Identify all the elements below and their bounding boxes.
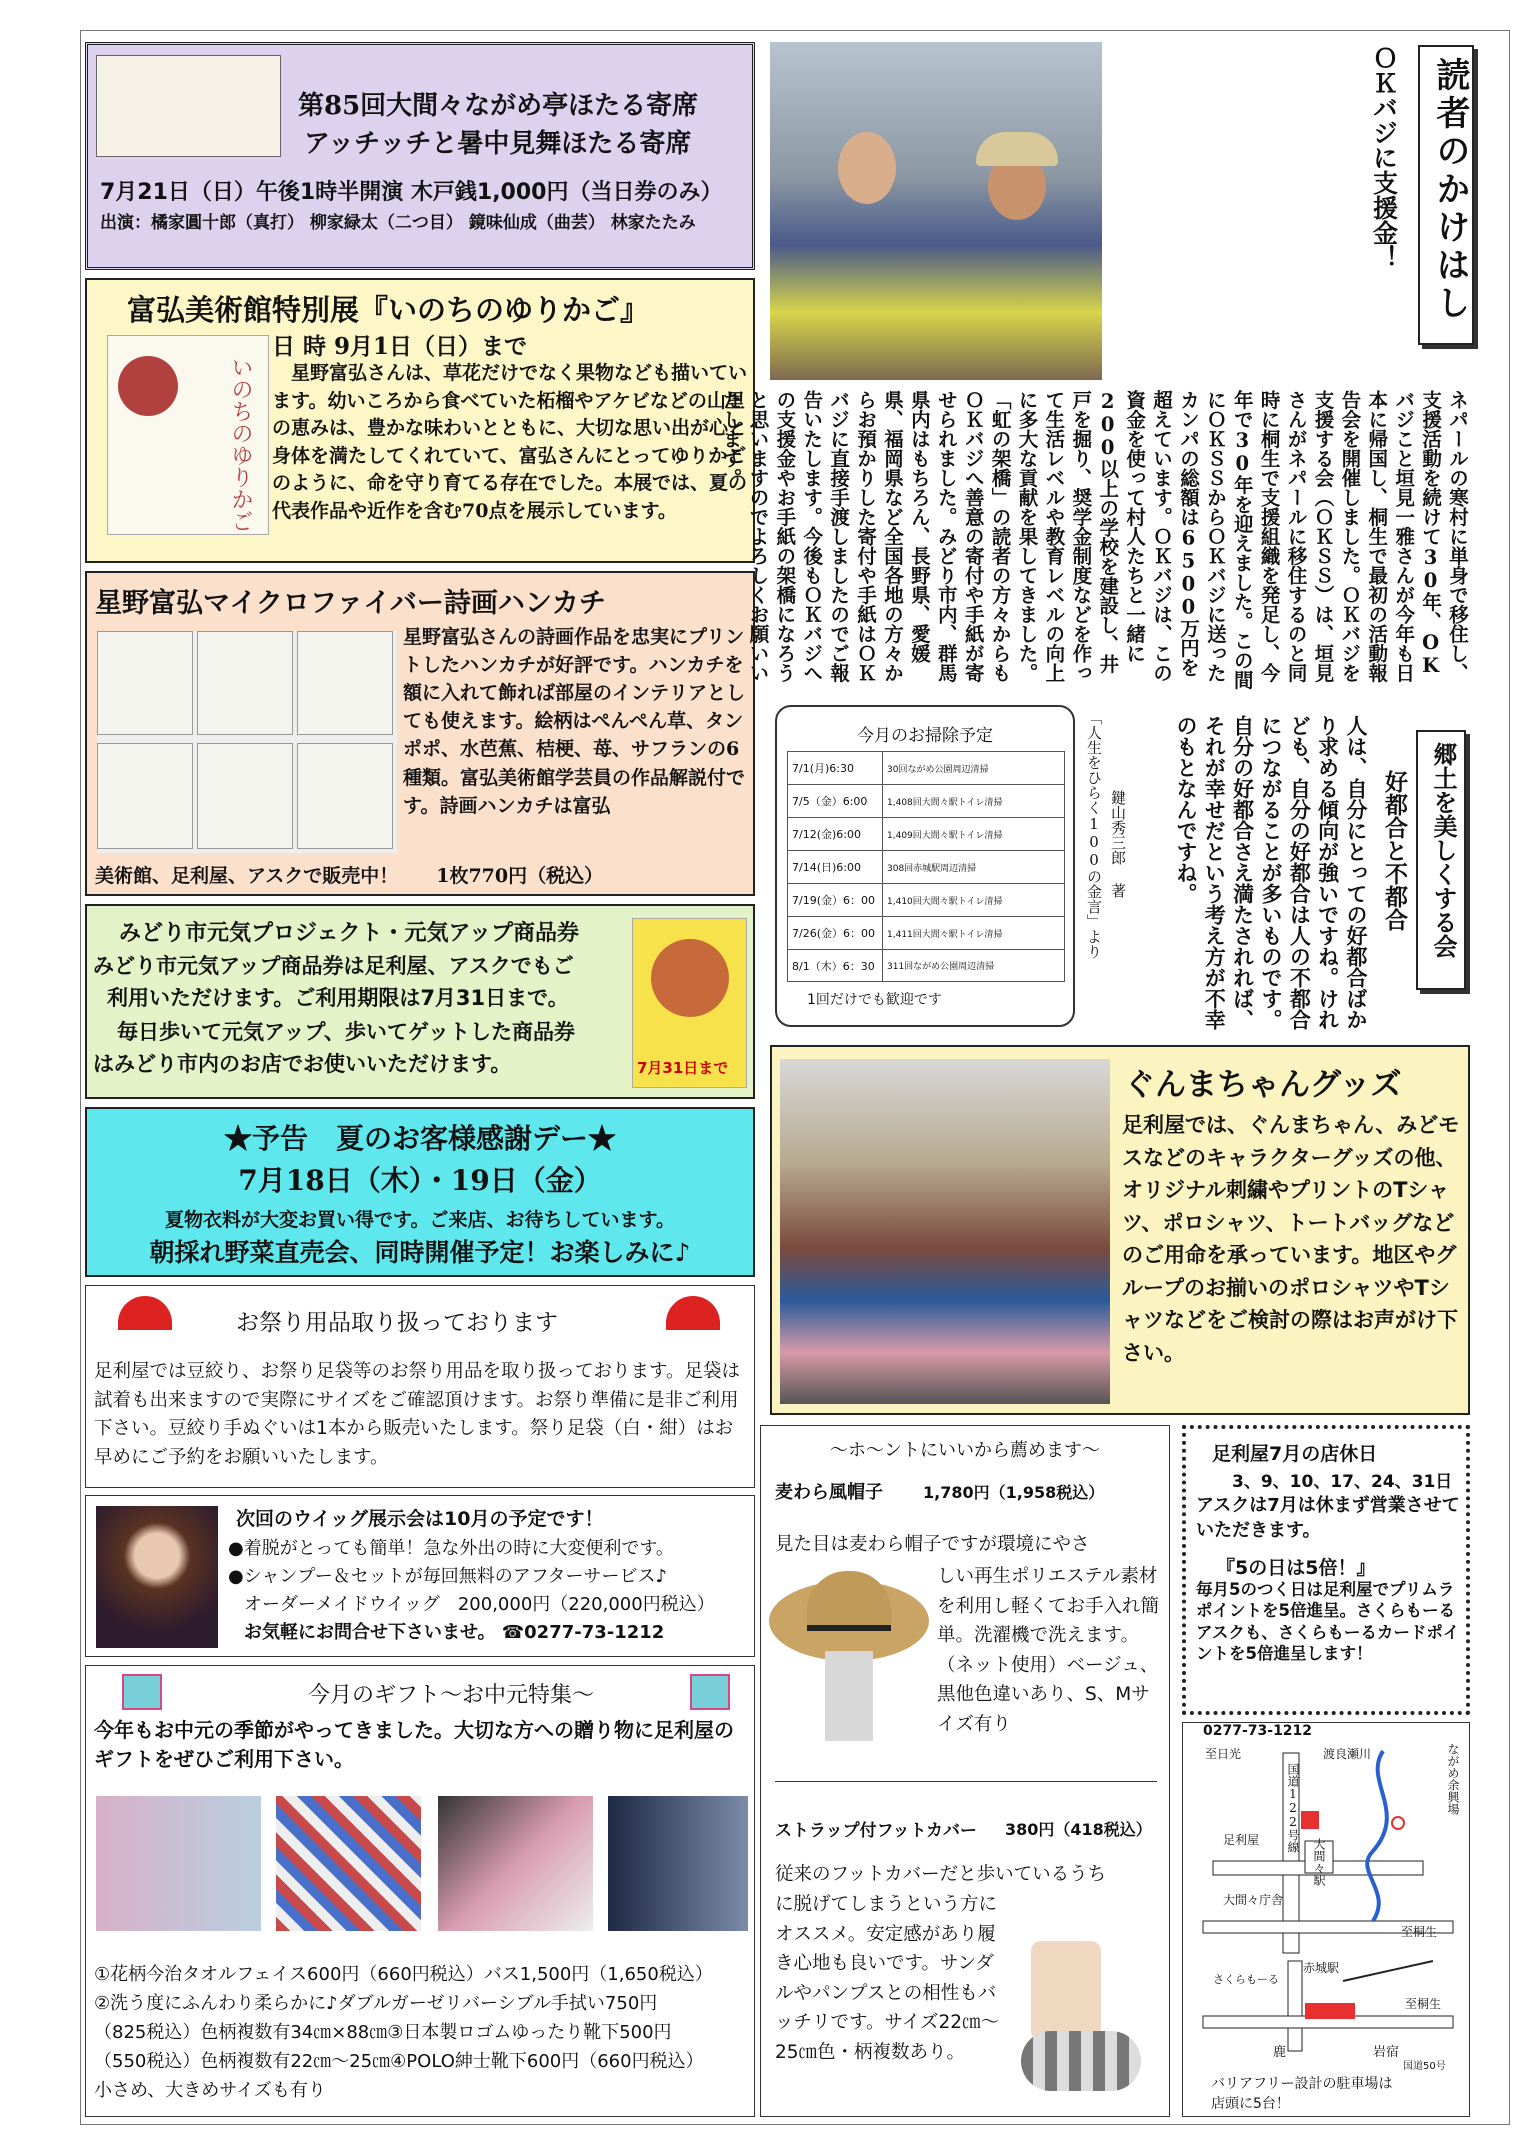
museum-body: 星野富弘さんは、草花だけでなく果物なども描いています。幼いころから食べていた柘榴やアケビなどの山里の恵みは、豊かな味わいとともに、大切な思い出が心と身体を満たしてくれていて、富弘さんにとってゆりかごのように、命を守り育てる存在でした。本展では、夏の代表作品や近作を含む70点を展示しています。 [272,362,748,522]
wig-photo [96,1506,218,1648]
recommend-title: ～ホ～ントにいいから薦めます～ [830,1440,1100,1461]
gift-photo-polo [608,1796,748,1931]
road-diagonal [1343,1961,1433,1981]
souji-note: 1回だけでも歓迎です [807,992,942,1008]
wig-l1: ●着脱がとっても簡単！急な外出の時に大変便利です。 [228,1538,674,1559]
museum-title: 富弘美術館特別展『いのちのゆりかご』 [127,293,650,327]
gift-icon-right [690,1674,730,1710]
souji-row: 7/26(金）6：00 1,411回大間々駅トイレ清掃 [787,916,1065,949]
genki-badge-text: 7月31日まで [637,1059,729,1077]
map-label-shiniko: 至日光 [1205,1747,1242,1761]
sakura-marker [1305,2003,1355,2019]
watarase-river [1367,1751,1387,1921]
genki-l2: 利用いただけます。ご利用期限は7月31日まで。 [107,986,569,1010]
nagame-marker [1392,1817,1404,1829]
map-note2: 店頭に5台！ [1211,2096,1290,2112]
map-label-station: 大間々駅 [1312,1838,1326,1886]
cover-name: ストラップ付フットカバー [775,1821,977,1841]
hotaru-date: 7月21日（日）午後1時半開演 木戸銭1,000円（当日券のみ） [100,180,723,205]
map-label-r122: 国道122号線 [1286,1763,1300,1853]
wig-l3: オーダーメイドウイッグ 200,000円（220,000円税込） [244,1594,715,1615]
gift-photo-tenugui [276,1796,421,1931]
map-note1: バリアフリー設計の駐車場は [1211,2076,1393,2092]
genki-box [85,904,755,1099]
holiday-title: 足利屋7月の店休日 [1212,1443,1378,1465]
museum-poster [107,335,269,535]
wig-l2: ●シャンプー＆セットが毎回無料のアフターサービス♪ [228,1566,668,1587]
hotaru-title1: 第85回大間々ながめ亭ほたる寄席 [298,91,699,121]
recommend-box [760,1425,1170,2117]
kyodo-body: 人は、自分にとっての好都合ばかり求める傾向が強いですね。けれども、自分の好都合は人の不都合につながることが多いものです。自分の好都合さえ満たされれば、それが幸せだという考え方が不幸のもとなんですね。 [1173,715,1369,1030]
fan-icon-right [666,1296,720,1330]
road-lower-v [1288,1961,1302,2051]
kyodo-title: 郷土を美しくする会 [1429,742,1458,958]
wig-box [85,1495,755,1657]
gift-l5: 小さめ、大きめサイズも有り [94,2080,326,2101]
map-label-ashikaga: 足利屋 [1223,1833,1260,1847]
gunma-title: ぐんまちゃんグッズ [1124,1067,1402,1103]
kyodo-author: 鍵山秀三郎 著 [1109,790,1127,898]
hotaru-title2: アッチッチと暑中見舞ほたる寄席 [304,129,692,159]
gunma-photo [780,1059,1110,1404]
hankachi-title: 星野富弘マイクロファイバー詩画ハンカチ [95,588,606,619]
yokoku-l1: 夏物衣料が大変お買い得です。ご来店、お待ちしています。 [165,1209,675,1231]
kyodo-heading: 好都合と不都合 [1381,770,1408,931]
gift-l3: （825税込）色柄複数有34㎝×88㎝③日本製ロゴムゆったり靴下500円 [94,2022,672,2043]
hat-price: 1,780円（1,958税込） [923,1483,1105,1502]
hankachi-tail: 美術館、足利屋、アスクで販売中！ 1枚770円（税込） [95,865,604,887]
map-box [1182,1722,1470,2117]
five-title: 『5の日は5倍！』 [1216,1557,1376,1579]
gunma-box [770,1045,1470,1415]
museum-box [85,278,755,563]
map-phone: 0277-73-1212 [1203,1723,1313,1739]
map-label-akagi: 赤城駅 [1303,1961,1340,1975]
wig-title: 次回のウイッグ展示会は10月の予定です！ [236,1508,604,1530]
hankachi-photos [97,631,397,853]
footcover-photo [1011,1941,1151,2106]
cover-body: に脱げてしまうという方にオススメ。安定感があり履き心地も良いです。サンダルやパンプスとの相性もバッチリです。サイズ22㎝～25㎝色・柄複数あり。 [775,1894,1000,2063]
holiday-dates: 3、9、10、17、24、31日 [1232,1472,1453,1492]
genki-l1: みどり市元気アップ商品券は足利屋、アスクでもご [93,954,574,978]
theater-illustration [96,55,281,157]
cover-price: 380円（418税込） [1005,1820,1152,1839]
matsuri-body: 足利屋では豆絞り、お祭り足袋等のお祭り用品を取り扱っております。足袋は試着も出来ますので実際にサイズをご確認頂けます。お祭り準備に是非ご利用下さい。豆絞り手ぬぐいは1本から販売いたします。祭り足袋（白・紺）はお早めにご予約をお願いいたします。 [94,1361,741,1469]
souji-row: 7/1(月)6:30 30回ながめ公園周辺清掃 [787,751,1065,784]
cover-line1: 従来のフットカバーだと歩いているうち [775,1864,1107,1885]
kyodo-quote: 「人生をひらく100の金言」より [1085,710,1103,959]
map-label-shika: 鹿 [1273,2045,1287,2060]
souji-row: 8/1（木）6：30 311回ながめ公園周辺清掃 [787,949,1065,982]
gift-l2: ②洗う度にふんわり柔らかに♪ダブルガーゼリバーシブル手拭い750円 [94,1993,658,2014]
souji-table [787,751,1065,982]
gift-l4: （550税込）色柄複数有22㎝～25㎝④POLO紳士靴下600円（660円税込） [94,2051,704,2072]
map-label-kiryu1: 至桐生 [1401,1925,1438,1939]
gift-photo-towel [96,1796,261,1931]
map-label-r50: 国道50号 [1403,2061,1446,2072]
gift-l1: ①花柄今治タオルフェイス600円（660円税込）バス1,500円（1,650税込） [94,1964,713,1985]
reader-title-box [1418,45,1474,345]
yokoku-box [85,1107,755,1277]
souji-row: 7/12(金)6:00 1,409回大間々駅トイレ清掃 [787,817,1065,850]
wig-l4: お気軽にお問合せ下さいませ。 ☎0277-73-1212 [244,1622,665,1643]
gift-icon-left [122,1674,162,1710]
hankachi-box [85,571,755,896]
holiday-ask: アスクは7月は休まず営業させていただきます。 [1196,1495,1460,1542]
hat-name: 麦わら風帽子 [775,1482,883,1503]
hankachi-body: 星野富弘さんの詩画作品を忠実にプリントしたハンカチが好評です。ハンカチを額に入れて飾れば部屋のインテリアとしても使えます。絵柄はぺんぺん草、タンポポ、水芭蕉、桔梗、苺、サフランの6種類。富弘美術館学芸員の作品解説付です。詩画ハンカチは富弘 [403,626,746,817]
map-label-watarase: 渡良瀬川 [1323,1747,1372,1761]
yokoku-date: 7月18日（木）・19日（金） [238,1164,602,1197]
hat-body: しい再生ポリエステル素材を利用し軽くてお手入れ簡単。洗濯機で洗えます。（ネット使用）ベージュ、黒他色違いあり、S、Mサイズ有り [937,1566,1160,1735]
okbaji-photo [770,42,1102,380]
yokoku-title: ★予告 夏のお客様感謝デー★ [223,1122,616,1155]
poster-title: いのちのゆりかご [228,356,253,532]
store-marker [1301,1811,1319,1829]
map-label-nagame: ながめ余興場 [1446,1743,1460,1815]
kyodo-title-box [1416,730,1466,990]
museum-date: 日 時 9月1日（日）まで [272,333,528,360]
souji-title: 今月のお掃除予定 [857,726,993,746]
genki-title: みどり市元気プロジェクト・元気アップ商品券 [119,921,580,946]
recommend-divider [775,1781,1157,1782]
yokoku-l2: 朝採れ野菜直売会、同時開催予定！お楽しみに♪ [149,1238,691,1267]
hat-photo [769,1571,929,1751]
fan-icon-left [118,1296,172,1330]
pomegranate-icon [118,356,178,416]
map-label-iwajuku: 岩宿 [1373,2045,1400,2060]
hotaru-cast: 出演：橘家圓十郎（真打） 柳家緑太（二つ目） 鏡味仙成（曲芸） 林家たたみ [100,213,696,233]
souji-row: 7/5（金）6:00 1,408回大間々駅トイレ清掃 [787,784,1065,817]
genki-badge [632,918,747,1088]
reader-title: 読者のかけはし [1430,57,1470,323]
foot-icon [1031,1941,1101,2041]
matsuri-box [85,1285,755,1488]
genki-l3: 毎日歩いて元気アップ、歩いてゲットした商品券 [117,1020,576,1044]
genki-l4: はみどり市内のお店でお使いいただけます。 [93,1052,512,1076]
gift-title: 今月のギフト～お中元特集～ [308,1683,595,1708]
gift-intro: 今年もお中元の季節がやってきました。大切な方への贈り物に足利屋のギフトをぜひご利用下さい。 [94,1718,734,1771]
five-body: 毎月5のつく日は足利屋でプリムラポイントを5倍進呈。さくらもーるアスクも、さくらもーるカードポイントを5倍進呈します！ [1196,1580,1460,1664]
map-label-kiryu2: 至桐生 [1405,1997,1442,2011]
souji-row: 7/19(金）6：00 1,410回大間々駅トイレ清掃 [787,883,1065,916]
map-label-sakura: さくらもーる [1213,1973,1279,1986]
gift-box [85,1665,755,2117]
reader-heading: ＯＫバジに支援金！ [1369,45,1399,270]
mascot-icon [651,939,729,1017]
matsuri-title: お祭り用品取り扱っております [236,1310,558,1336]
reader-body: ネパールの寒村に単身で移住し、支援活動を続けて30年、OKバジこと垣見一雅さんが今年も日本に帰国し、桐生で最初の活動報告会を開催しました。ＯＫバジを支援する会（ＯＫＳＳ）は、垣見さんがネパールに移住するのと同時に桐生で支援組織を発足し、今年で30年を迎えました。この間にＯＫＳＳからＯＫバジに送ったカンパの総額は6500万円を超えています。ＯＫバジは、この資金を使って村人たちと一緒に200以上の学校を建設し、井戸を掘り、奨学金制度などを作って生活レベルや教育レベルの向上に多大な貢献を果してきました。「虹の架橋」の読者の方々からもＯＫバジへ善意の寄付や手紙が寄せられました。みどり市内、群馬県内はもちろん、長野県、愛媛県、福岡県など全国各地の方々からお預かりした寄付や手紙はＯＫバジに直接手渡しましたのでご報告いたします。今後もＯＫバジへの支援金やお手紙の架橋になろうと思いますのでよろしくお願いいたします。 [719,390,1469,690]
map-label-office: 大間々庁舎 [1223,1893,1284,1907]
holiday-box [1182,1425,1470,1715]
souji-box [775,705,1075,1027]
souji-row: 7/14(日)6:00 308回赤城駅周辺清掃 [787,850,1065,883]
hotaru-box [85,42,755,270]
gunma-body: 足利屋では、ぐんまちゃん、みどモスなどのキャラクターグッズの他、オリジナル刺繍やプリントのTシャツ、ポロシャツ、トートバッグなどのご用命を承っています。地区やグループのお揃いのポロシャツやTシャツなどをご検討の際はお声がけ下さい。 [1122,1113,1460,1365]
gift-photo-socks [438,1796,593,1931]
hat-line1: 見た目は麦わら帽子ですが環境にやさ [775,1534,1090,1555]
